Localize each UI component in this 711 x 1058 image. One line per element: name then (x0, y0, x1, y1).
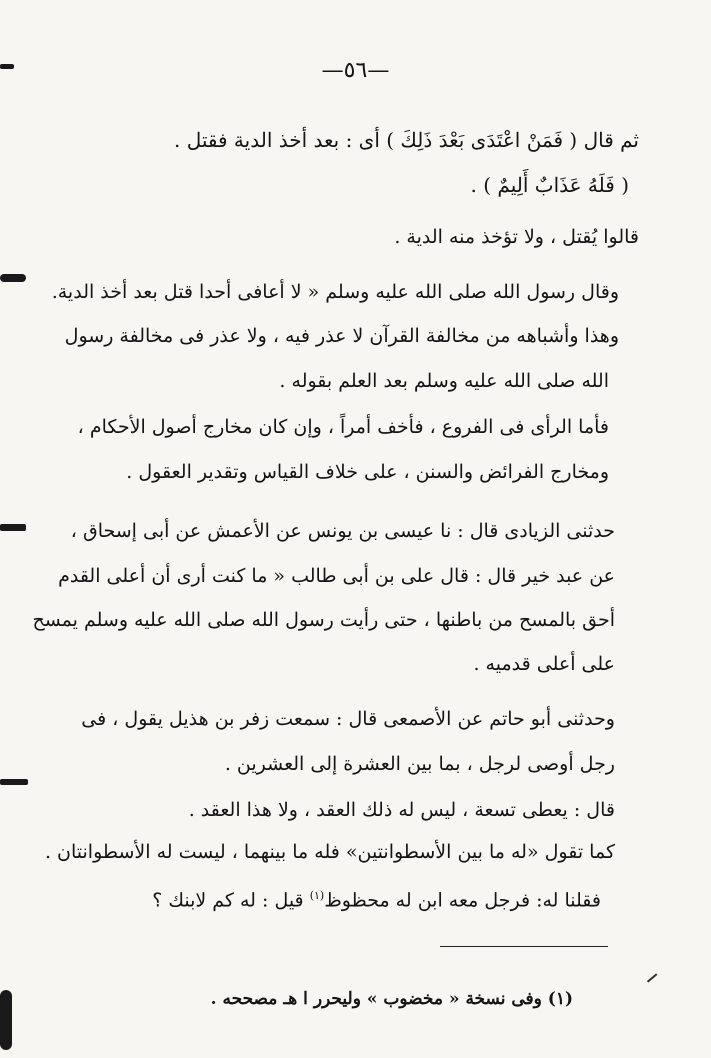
scan-edge-mark (0, 524, 26, 531)
text-line-17-a: فقلنا له: فرجل معه ابن له محظوظ (324, 889, 601, 912)
scan-edge-mark (0, 274, 26, 282)
text-line-16: كما تقول «له ما بين الأسطوانتين» فله ما بينهما ، ليست له الأسطوانتان . (44, 841, 615, 863)
text-line-9: حدثنى الزيادى قال : نا عيسى بن يونس عن الأعمش عن أبى إسحاق ، (70, 520, 615, 542)
text-line-10: عن عبد خير قال : قال على بن أبى طالب « ما كنت أرى أن أعلى القدم (58, 565, 615, 587)
text-line-3: قالوا يُقتل ، ولا تؤخذ منه الدية . (394, 226, 639, 248)
text-line-14: رجل أوصى لرجل ، بما بين العشرة إلى العشرين . (224, 753, 615, 775)
text-line-12: على أعلى قدميه . (473, 653, 615, 675)
text-line-4: وقال رسول الله صلى الله عليه وسلم « لا أعافى أحدا قتل بعد أخذ الدية. (51, 281, 619, 303)
text-line-17-b: قيل : له كم لابنك ؟ (152, 889, 304, 912)
text-line-5: وهذا وأشباهه من مخالفة القرآن لا عذر فيه ، ولا عذر فى مخالفة رسول (64, 325, 619, 347)
text-line-8: ومخارج الفرائض والسنن ، على خلاف القياس وتقدير العقول . (126, 461, 609, 483)
text-line-7: فأما الرأى فى الفروع ، فأخف أمراً ، وإن كان مخارج أصول الأحكام ، (77, 416, 609, 438)
scan-stray-mark (647, 973, 657, 982)
text-line-17 (152, 882, 601, 914)
text-line-6: الله صلى الله عليه وسلم بعد العلم بقوله . (279, 370, 609, 392)
scan-edge-mark (0, 779, 28, 785)
text-line-11: أحق بالمسح من باطنها ، حتى رأيت رسول الله صلى الله عليه وسلم يمسح (32, 609, 615, 631)
text-line-13: وحدثنى أبو حاتم عن الأصمعى قال : سمعت زفر بن هذيل يقول ، فى (81, 708, 615, 730)
page-number: —٥٦— (321, 58, 390, 83)
footnote: (١) وفى نسخة « مخضوب » وليحرر ا هـ مصححه . (210, 989, 573, 1009)
text-line-2: ( فَلَهُ عَذَابٌ أَلِيمٌ ) . (470, 173, 629, 197)
text-line-15: قال : يعطى تسعة ، ليس له ذلك العقد ، ولا هذا العقد . (188, 799, 615, 821)
text-line-1: ثم قال ( فَمَنْ اعْتَدَى بَعْدَ ذَلِكَ ) أى : بعد أخذ الدية فقتل . (174, 128, 639, 152)
scan-edge-mark (0, 990, 12, 1050)
scan-edge-mark (0, 64, 14, 69)
footnote-reference: (١) (309, 889, 325, 902)
footnote-divider (440, 946, 608, 947)
